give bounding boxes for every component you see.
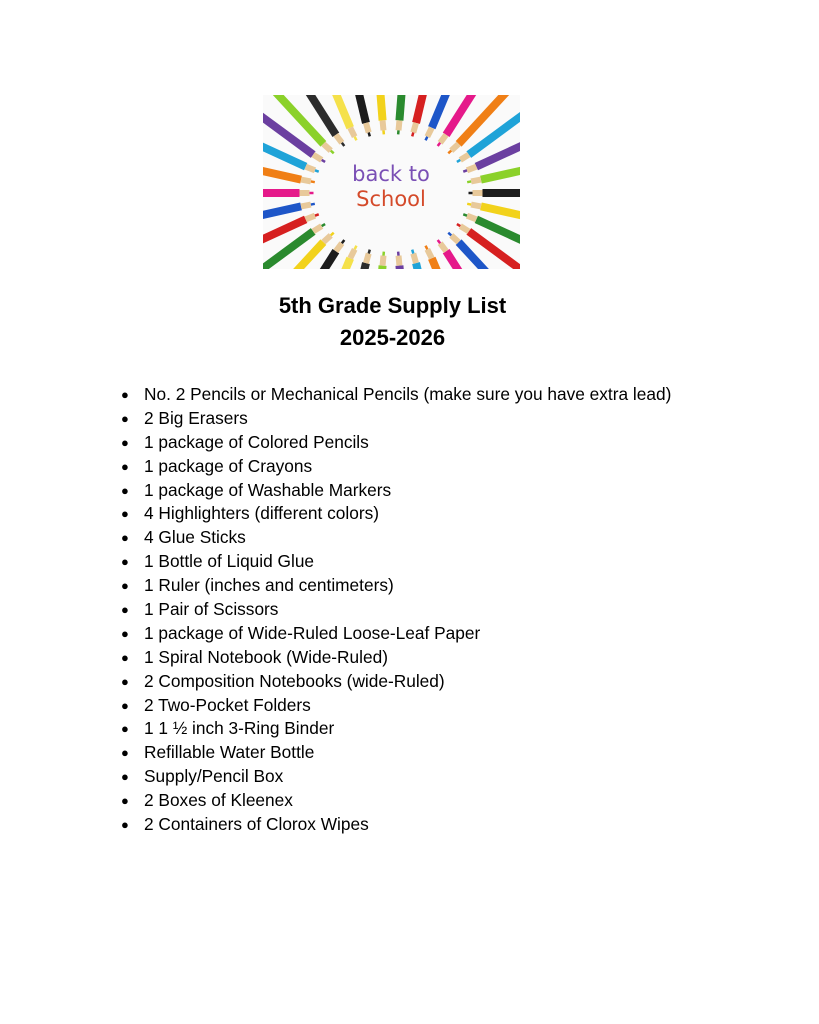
list-item: [118, 765, 671, 789]
pencil-wood-shape: [471, 180, 481, 182]
bullet-icon: ●: [121, 506, 129, 522]
list-item: [118, 455, 671, 479]
list-item: [118, 550, 671, 574]
pencil-tip-shape: [369, 133, 370, 137]
page-subtitle-year: 2025-2026: [339, 325, 446, 350]
list-item: [118, 431, 671, 455]
list-item-text: 2 Composition Notebooks (wide-Ruled): [144, 670, 445, 691]
pencil-wood-shape: [399, 120, 400, 130]
list-item-text: 2 Containers of Clorox Wipes: [144, 814, 369, 835]
page-title: 5th Grade Supply List: [278, 293, 507, 318]
pencil-wood-shape: [350, 249, 354, 258]
pencil-wood-shape: [413, 253, 416, 263]
pencil-wood-shape: [301, 180, 311, 182]
list-item: [118, 813, 671, 837]
list-item-text: 1 1 ½ inch 3-Ring Binder: [144, 718, 335, 739]
supply-list: [118, 383, 671, 837]
pencil-wood-shape: [366, 253, 369, 263]
list-item: [118, 574, 671, 598]
list-item-text: 1 Ruler (inches and centimeters): [144, 575, 394, 596]
list-item: [118, 741, 671, 765]
pencil-tip-shape: [463, 214, 467, 215]
pencil-tip-shape: [311, 181, 315, 182]
bullet-icon: ●: [121, 649, 129, 665]
list-item-text: Supply/Pencil Box: [144, 766, 284, 787]
list-item: [118, 598, 671, 622]
pencil-tip-shape: [355, 137, 357, 141]
list-item: [118, 622, 671, 646]
bullet-icon: ●: [121, 673, 129, 689]
pencil-wood-shape: [427, 128, 431, 137]
back-to-school-image: [263, 95, 520, 269]
bullet-icon: ●: [121, 697, 129, 713]
list-item-text: 1 package of Wide-Ruled Loose-Leaf Paper: [144, 622, 481, 643]
list-item-text: Refillable Water Bottle: [144, 742, 315, 763]
bullet-icon: ●: [121, 434, 129, 450]
pencil-tip-shape: [463, 170, 467, 171]
bullet-icon: ●: [121, 793, 129, 809]
pencil-tip-shape: [412, 133, 413, 137]
bullet-icon: ●: [121, 458, 129, 474]
image-caption-line2: School: [356, 187, 426, 211]
list-item-text: 1 package of Crayons: [144, 455, 313, 476]
colored-pencils-circle-image: [263, 95, 520, 269]
pencil-wood-shape: [350, 128, 354, 137]
bullet-icon: ●: [121, 482, 129, 498]
list-item: [118, 479, 671, 503]
pencil-wood-shape: [301, 205, 311, 207]
list-item: [118, 526, 671, 550]
image-caption-line1: back to: [352, 162, 430, 186]
list-item: [118, 502, 671, 526]
pencil-wood-shape: [467, 167, 476, 171]
pencil-wood-shape: [471, 205, 481, 207]
bullet-icon: ●: [121, 410, 129, 426]
bullet-icon: ●: [121, 721, 129, 737]
list-item: [118, 694, 671, 718]
pencil-tip-shape: [311, 204, 315, 205]
pencil-wood-shape: [427, 249, 431, 258]
bullet-icon: ●: [121, 578, 129, 594]
list-item-text: 1 package of Colored Pencils: [144, 431, 369, 452]
list-item: [118, 670, 671, 694]
list-item-text: 4 Highlighters (different colors): [144, 503, 380, 524]
bullet-icon: ●: [121, 530, 129, 546]
pencil-tip-shape: [467, 181, 471, 182]
bullet-icon: ●: [121, 554, 129, 570]
list-item-text: No. 2 Pencils or Mechanical Pencils (make sure you have extra lead): [144, 384, 672, 404]
list-item-text: 1 Spiral Notebook (Wide-Ruled): [144, 646, 388, 667]
pencil-tip-shape: [369, 250, 370, 254]
pencil-tip-shape: [315, 214, 319, 215]
pencil-tip-shape: [355, 246, 357, 250]
pencil-tip-shape: [412, 250, 413, 254]
pencil-wood-shape: [383, 120, 384, 130]
bullet-icon: ●: [121, 817, 129, 833]
list-item: [118, 789, 671, 813]
list-item: [118, 717, 671, 741]
bullet-icon: ●: [121, 769, 129, 785]
list-item: [118, 407, 671, 431]
list-item: [118, 383, 671, 407]
pencil-wood-shape: [366, 123, 369, 133]
list-item-text: 1 Bottle of Liquid Glue: [144, 551, 315, 572]
pencil-wood-shape: [467, 216, 476, 220]
pencil-wood-shape: [413, 123, 416, 133]
list-item-text: 2 Boxes of Kleenex: [144, 790, 293, 811]
bullet-icon: ●: [121, 602, 129, 618]
pencil-tip-shape: [467, 204, 471, 205]
pencil-wood-shape: [306, 216, 315, 220]
list-item-text: 1 Pair of Scissors: [144, 599, 279, 620]
list-item-text: 1 package of Washable Markers: [144, 479, 392, 500]
list-item-text: 4 Glue Sticks: [144, 527, 246, 548]
pencil-tip-shape: [426, 246, 428, 250]
bullet-icon: ●: [121, 745, 129, 761]
list-item: [118, 646, 671, 670]
pencil-tip-shape: [426, 137, 428, 141]
pencil-wood-shape: [306, 167, 315, 171]
bullet-icon: ●: [121, 625, 129, 641]
pencil-wood-shape: [383, 256, 384, 266]
list-item-text: 2 Big Erasers: [144, 407, 248, 428]
list-item-text: 2 Two-Pocket Folders: [144, 694, 311, 715]
pencil-tip-shape: [315, 170, 319, 171]
bullet-icon: ●: [121, 387, 129, 402]
pencil-wood-shape: [399, 256, 400, 266]
